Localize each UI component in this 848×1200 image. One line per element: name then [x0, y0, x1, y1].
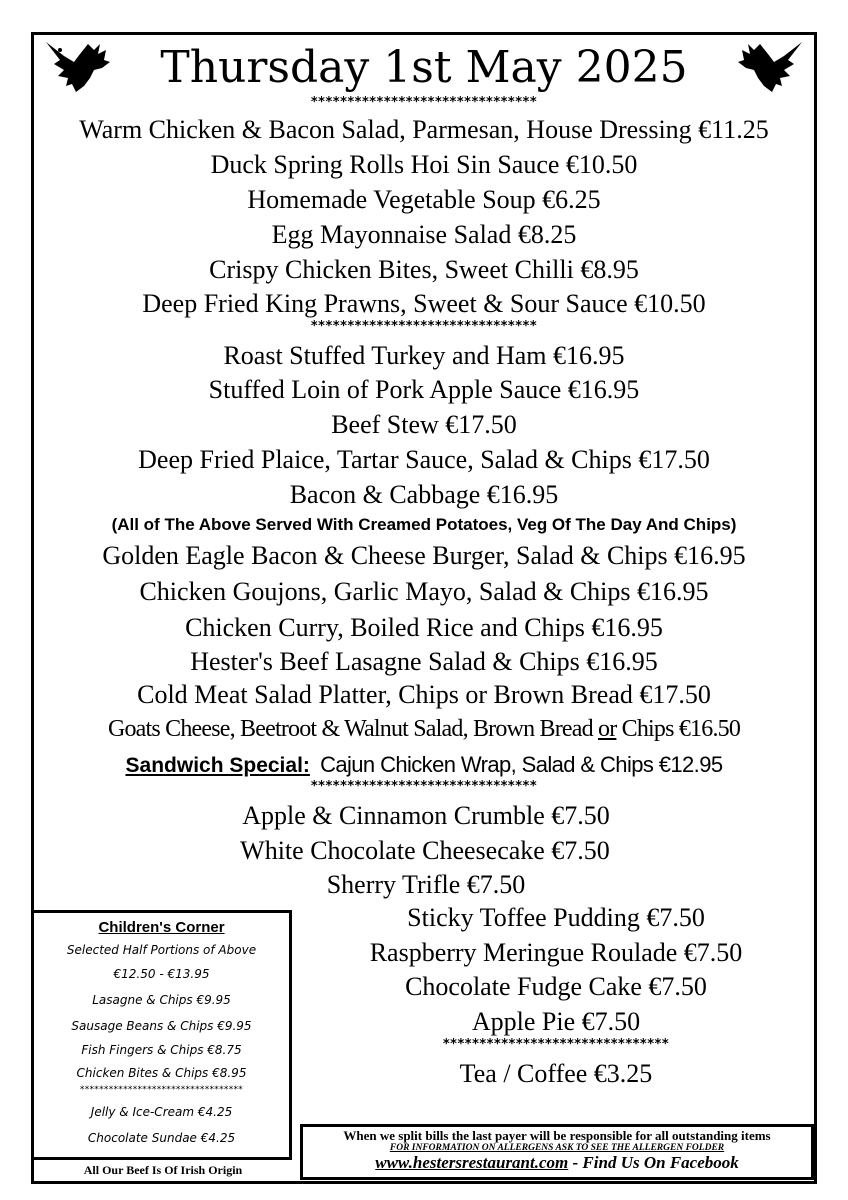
main-item: Hester's Beef Lasagne Salad & Chips €16.95 — [190, 647, 658, 676]
main-item: Bacon & Cabbage €16.95 — [289, 480, 559, 509]
dessert-item — [0, 835, 848, 867]
childrens-corner-title: Children's Corner — [98, 919, 225, 936]
main-item: Chicken Goujons, Garlic Mayo, Salad & Chips €16.95 — [139, 577, 709, 606]
kids-item: Selected Half Portions of Above — [66, 943, 257, 957]
dessert-item-text: Sherry Trifle €7.50 — [326, 870, 526, 899]
goats-text-before: Goats Cheese, Beetroot & Walnut Salad, Brown Bread — [107, 716, 599, 742]
dessert-item — [0, 869, 848, 901]
main-item: Roast Stuffed Turkey and Ham €16.95 — [223, 341, 625, 370]
separator-3: ******************************* — [310, 779, 538, 794]
main-item: Stuffed Loin of Pork Apple Sauce €16.95 — [208, 375, 640, 404]
dessert-item: Chocolate Fudge Cake €7.50 — [405, 972, 707, 1001]
main-item: Chicken Curry, Boiled Rice and Chips €16.95 — [185, 613, 663, 642]
starter-item: Duck Spring Rolls Hoi Sin Sauce €10.50 — [210, 150, 638, 179]
dessert-item: Sticky Toffee Pudding €7.50 — [407, 903, 705, 932]
kids-item: Lasagne & Chips €9.95 — [92, 993, 231, 1007]
childrens-corner-box — [34, 910, 292, 1160]
kids-item: €12.50 - €13.95 — [113, 967, 210, 981]
sandwich-special-label: Sandwich Special: — [125, 754, 310, 777]
tea-coffee-item: Tea / Coffee €3.25 — [459, 1059, 653, 1088]
facebook-link[interactable]: - Find Us On Facebook — [568, 1153, 739, 1172]
goats-text-or: or — [598, 716, 617, 742]
separator-1: ******************************* — [310, 95, 538, 110]
kids-item: Sausage Beans & Chips €9.95 — [71, 1019, 252, 1033]
starter-item: Crispy Chicken Bites, Sweet Chilli €8.95 — [209, 255, 639, 284]
starter-item: Homemade Vegetable Soup €6.25 — [247, 185, 601, 214]
goats-text-after: Chips €16.50 — [616, 716, 741, 742]
kids-item: Jelly & Ice-Cream €4.25 — [90, 1105, 233, 1119]
kids-separator: ********************************** — [79, 1085, 244, 1095]
beef-origin-note: All Our Beef Is Of Irish Origin — [83, 1163, 243, 1177]
sandwich-special-text: Cajun Chicken Wrap, Salad & Chips €12.95 — [320, 752, 723, 777]
page-title: Thursday 1st May 2025 — [160, 42, 688, 93]
main-item: Golden Eagle Bacon & Cheese Burger, Salad & Chips €16.95 — [102, 541, 746, 570]
separator-4: ******************************* — [442, 1037, 670, 1052]
split-bills-note: When we split bills the last payer will be responsible for all outstanding items — [343, 1128, 771, 1143]
footer-links — [303, 1153, 811, 1173]
website-link[interactable]: www.hestersrestaurant.com — [375, 1153, 569, 1172]
kids-item: Fish Fingers & Chips €8.75 — [81, 1043, 242, 1057]
dessert-item — [0, 800, 848, 832]
main-item: Beef Stew €17.50 — [331, 410, 517, 439]
starter-item: Deep Fried King Prawns, Sweet & Sour Sauce €10.50 — [142, 289, 706, 318]
starter-item: Egg Mayonnaise Salad €8.25 — [271, 220, 577, 249]
dessert-item: Raspberry Meringue Roulade €7.50 — [369, 938, 743, 967]
main-item: Deep Fried Plaice, Tartar Sauce, Salad & Chips €17.50 — [138, 445, 710, 474]
footer-box — [300, 1124, 814, 1180]
dessert-item-text: White Chocolate Cheesecake €7.50 — [240, 836, 610, 865]
dessert-item: Apple Pie €7.50 — [471, 1007, 641, 1036]
kids-item: Chicken Bites & Chips €8.95 — [76, 1066, 247, 1080]
dessert-item-text: Apple & Cinnamon Crumble €7.50 — [242, 801, 610, 830]
allergen-note: FOR INFORMATION ON ALLERGENS ASK TO SEE THE ALLERGEN FOLDER — [389, 1143, 725, 1153]
starter-item: Warm Chicken & Bacon Salad, Parmesan, House Dressing €11.25 — [79, 115, 769, 144]
kids-item: Chocolate Sundae €4.25 — [87, 1131, 236, 1145]
sandwich-special — [0, 750, 848, 782]
separator-2: ******************************* — [310, 319, 538, 334]
goats-cheese-item — [0, 713, 848, 745]
mains-note: (All of The Above Served With Creamed Potatoes, Veg Of The Day And Chips) — [111, 515, 737, 534]
main-item: Cold Meat Salad Platter, Chips or Brown Bread €17.50 — [137, 680, 711, 709]
